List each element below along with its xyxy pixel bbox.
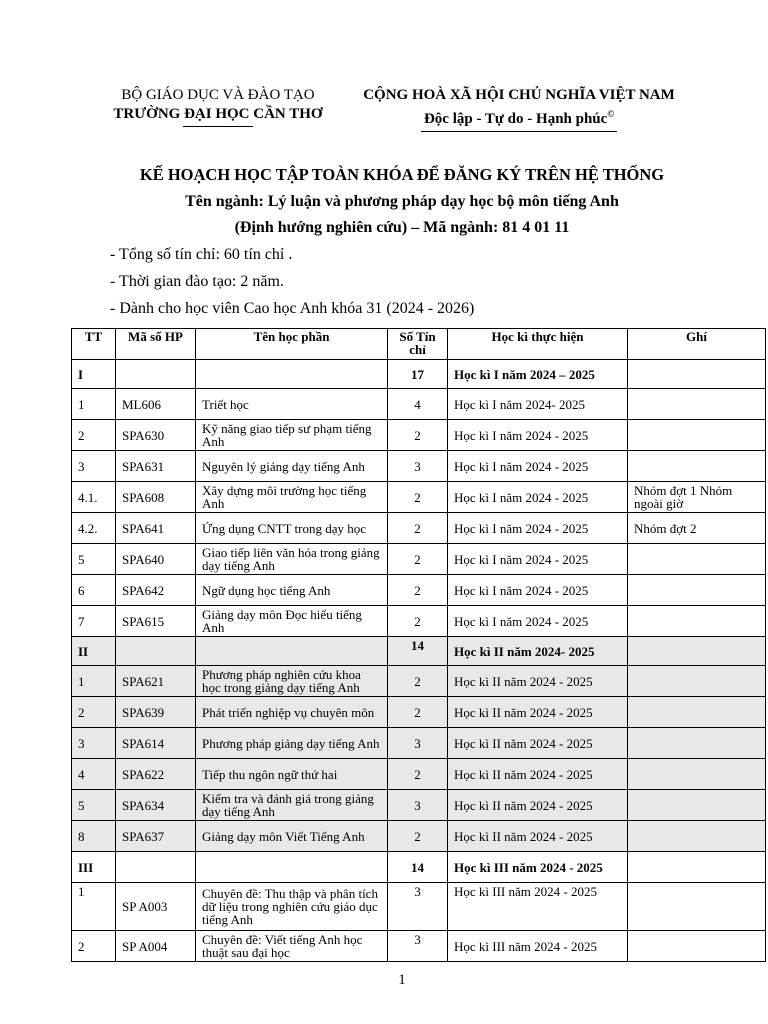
cell-course-code: SPA630 [116, 420, 196, 451]
cell-course-name: Nguyên lý giảng dạy tiếng Anh [196, 451, 388, 482]
table-row [72, 821, 766, 852]
cell-course-name: Giảng dạy môn Viết Tiếng Anh [196, 821, 388, 852]
cell-credits: 2 [388, 482, 448, 513]
cell-course-code: SPA622 [116, 759, 196, 790]
cell-semester: Học kì I năm 2024 - 2025 [448, 575, 628, 606]
cell-note [628, 389, 766, 420]
cell-credits: 2 [388, 544, 448, 575]
cell-tt: I [72, 360, 116, 389]
cell-semester: Học kì I năm 2024 - 2025 [448, 606, 628, 637]
cell-course-name: Giảng dạy môn Đọc hiểu tiếng Anh [196, 606, 388, 637]
cell-tt: 3 [72, 728, 116, 759]
cell-note: Nhóm đợt 1 Nhóm ngoài giờ [628, 482, 766, 513]
cell-course-code: SPA641 [116, 513, 196, 544]
cell-note [628, 931, 766, 962]
cell-course-code: SP A003 [116, 883, 196, 931]
cell-semester: Học kì I năm 2024 - 2025 [448, 513, 628, 544]
cell-note [628, 666, 766, 697]
cell-note [628, 606, 766, 637]
cell-credits: 4 [388, 389, 448, 420]
cell-tt: 5 [72, 790, 116, 821]
cell-credits: 2 [388, 575, 448, 606]
cell-note [628, 575, 766, 606]
cell-credits: 17 [388, 360, 448, 389]
cell-tt: 5 [72, 544, 116, 575]
cell-credits: 2 [388, 513, 448, 544]
cell-course-name: Tiếp thu ngôn ngữ thứ hai [196, 759, 388, 790]
cell-credits: 2 [388, 606, 448, 637]
cell-tt: 6 [72, 575, 116, 606]
cell-note [628, 759, 766, 790]
table-row [72, 575, 766, 606]
cell-semester: Học kì I năm 2024- 2025 [448, 389, 628, 420]
info-duration: - Thời gian đào tạo: 2 năm. [110, 273, 284, 290]
cell-credits: 2 [388, 420, 448, 451]
cell-semester: Học kì II năm 2024 - 2025 [448, 790, 628, 821]
cell-course-name: Chuyên đề: Thu thập và phân tích dữ liệu trong nghiên cứu giáo dục tiếng Anh [196, 883, 388, 931]
table-row [72, 606, 766, 637]
table-row [72, 389, 766, 420]
cell-course-code [116, 637, 196, 666]
document-title: KẾ HOẠCH HỌC TẬP TOÀN KHÓA ĐỂ ĐĂNG KÝ TRÊN HỆ THỐNG [139, 165, 665, 184]
page-number: 1 [398, 972, 406, 988]
cell-course-code: SPA642 [116, 575, 196, 606]
cell-semester: Học kì I năm 2024 - 2025 [448, 482, 628, 513]
cell-course-name: Giao tiếp liên văn hóa trong giảng dạy tiếng Anh [196, 544, 388, 575]
cell-note [628, 360, 766, 389]
cell-tt: III [72, 852, 116, 883]
table-row [72, 728, 766, 759]
program-name: Tên ngành: Lý luận và phương pháp dạy học bộ môn tiếng Anh [185, 193, 619, 210]
cell-credits: 3 [388, 451, 448, 482]
cell-course-name: Ngữ dụng học tiếng Anh [196, 575, 388, 606]
cell-course-code: SP A004 [116, 931, 196, 962]
header-credits: Số Tín chỉ [388, 329, 448, 360]
cell-note [628, 790, 766, 821]
cell-course-code: SPA621 [116, 666, 196, 697]
header-semester: Học kì thực hiện [448, 329, 628, 360]
cell-semester: Học kì III năm 2024 - 2025 [448, 931, 628, 962]
cell-semester: Học kì II năm 2024 - 2025 [448, 666, 628, 697]
table-section-row [72, 360, 766, 389]
study-plan-table [71, 328, 766, 962]
cell-semester: Học kì III năm 2024 - 2025 [448, 883, 628, 931]
table-row [72, 697, 766, 728]
cell-course-code: SPA640 [116, 544, 196, 575]
ministry-underline [183, 126, 253, 127]
cell-tt: 2 [72, 697, 116, 728]
cell-tt: 7 [72, 606, 116, 637]
cell-note [628, 697, 766, 728]
table-header-row [72, 329, 766, 360]
cell-tt: 1 [72, 883, 116, 931]
cell-course-name: Kỹ năng giao tiếp sư phạm tiếng Anh [196, 420, 388, 451]
cell-course-code: SPA614 [116, 728, 196, 759]
cell-course-code: SPA634 [116, 790, 196, 821]
copyright-mark: © [607, 109, 615, 119]
cell-semester: Học kì III năm 2024 - 2025 [448, 852, 628, 883]
cell-tt: 3 [72, 451, 116, 482]
info-cohort: - Dành cho học viên Cao học Anh khóa 31 (2024 - 2026) [110, 300, 475, 317]
cell-course-code: SPA608 [116, 482, 196, 513]
cell-semester: Học kì II năm 2024 - 2025 [448, 697, 628, 728]
cell-credits: 2 [388, 666, 448, 697]
header-note: Ghí [628, 329, 766, 360]
cell-semester: Học kì II năm 2024 - 2025 [448, 821, 628, 852]
cell-credits: 2 [388, 821, 448, 852]
table-section-row [72, 637, 766, 666]
cell-semester: Học kì I năm 2024 - 2025 [448, 544, 628, 575]
cell-note [628, 451, 766, 482]
cell-course-name: Kiểm tra và đánh giá trong giảng dạy tiếng Anh [196, 790, 388, 821]
cell-note [628, 852, 766, 883]
cell-tt: 4 [72, 759, 116, 790]
cell-course-name: Chuyên đề: Viết tiếng Anh học thuật sau đại học [196, 931, 388, 962]
cell-tt: II [72, 637, 116, 666]
cell-note: Nhóm đợt 2 [628, 513, 766, 544]
cell-semester: Học kì I năm 2024 - 2025 [448, 420, 628, 451]
table-row [72, 544, 766, 575]
table-row [72, 931, 766, 962]
cell-tt: 2 [72, 420, 116, 451]
cell-credits: 3 [388, 790, 448, 821]
motto-text: Độc lập - Tự do - Hạnh phúc [423, 111, 608, 127]
cell-course-code: ML606 [116, 389, 196, 420]
cell-semester: Học kì I năm 2024 - 2025 [448, 451, 628, 482]
cell-course-code [116, 852, 196, 883]
university-name: TRƯỜNG ĐẠI HỌC CẦN THƠ [113, 106, 323, 122]
table-row [72, 759, 766, 790]
cell-tt: 1 [72, 389, 116, 420]
table-row [72, 513, 766, 544]
cell-credits: 3 [388, 931, 448, 962]
cell-course-code: SPA631 [116, 451, 196, 482]
table-section-row [72, 852, 766, 883]
ministry-name: BỘ GIÁO DỤC VÀ ĐÀO TẠO [121, 87, 315, 103]
cell-course-name: Phương pháp giảng dạy tiếng Anh [196, 728, 388, 759]
cell-course-name: Phát triển nghiệp vụ chuyên môn [196, 697, 388, 728]
cell-note [628, 883, 766, 931]
program-code: (Định hướng nghiên cứu) – Mã ngành: 81 4 01 11 [234, 219, 570, 236]
table-row [72, 883, 766, 931]
cell-course-name: Xây dựng môi trường học tiếng Anh [196, 482, 388, 513]
national-motto [340, 105, 698, 129]
cell-course-code: SPA615 [116, 606, 196, 637]
cell-tt: 4.1. [72, 482, 116, 513]
cell-course-name [196, 637, 388, 666]
cell-credits: 14 [388, 852, 448, 883]
cell-note [628, 728, 766, 759]
cell-course-code: SPA639 [116, 697, 196, 728]
header-ministry [98, 86, 338, 127]
cell-credits: 3 [388, 883, 448, 931]
cell-course-name: Triết học [196, 389, 388, 420]
info-total-credits: - Tổng số tín chỉ: 60 tín chỉ . [110, 246, 293, 263]
table-row [72, 420, 766, 451]
cell-semester: Học kì II năm 2024 - 2025 [448, 728, 628, 759]
cell-tt: 2 [72, 931, 116, 962]
table-row [72, 451, 766, 482]
cell-tt: 4.2. [72, 513, 116, 544]
cell-course-name: Phương pháp nghiên cứu khoa học trong giảng dạy tiếng Anh [196, 666, 388, 697]
cell-course-name [196, 852, 388, 883]
motto-underline [421, 131, 617, 132]
cell-tt: 1 [72, 666, 116, 697]
header-tt: TT [72, 329, 116, 360]
table-row [72, 790, 766, 821]
cell-credits: 3 [388, 728, 448, 759]
cell-course-code: SPA637 [116, 821, 196, 852]
cell-semester: Học kì II năm 2024- 2025 [448, 637, 628, 666]
cell-credits: 14 [388, 637, 448, 666]
cell-note [628, 544, 766, 575]
cell-course-code [116, 360, 196, 389]
cell-course-name: Ứng dụng CNTT trong dạy học [196, 513, 388, 544]
header-course-name: Tên học phần [196, 329, 388, 360]
cell-semester: Học kì II năm 2024 - 2025 [448, 759, 628, 790]
cell-semester: Học kì I năm 2024 – 2025 [448, 360, 628, 389]
country-name: CỘNG HOÀ XÃ HỘI CHỦ NGHĨA VIỆT NAM [363, 87, 675, 103]
table-row [72, 482, 766, 513]
header-national [340, 86, 698, 132]
cell-credits: 2 [388, 759, 448, 790]
cell-course-name [196, 360, 388, 389]
cell-note [628, 821, 766, 852]
cell-note [628, 637, 766, 666]
table-row [72, 666, 766, 697]
cell-tt: 8 [72, 821, 116, 852]
cell-note [628, 420, 766, 451]
cell-credits: 2 [388, 697, 448, 728]
header-course-code: Mã số HP [116, 329, 196, 360]
